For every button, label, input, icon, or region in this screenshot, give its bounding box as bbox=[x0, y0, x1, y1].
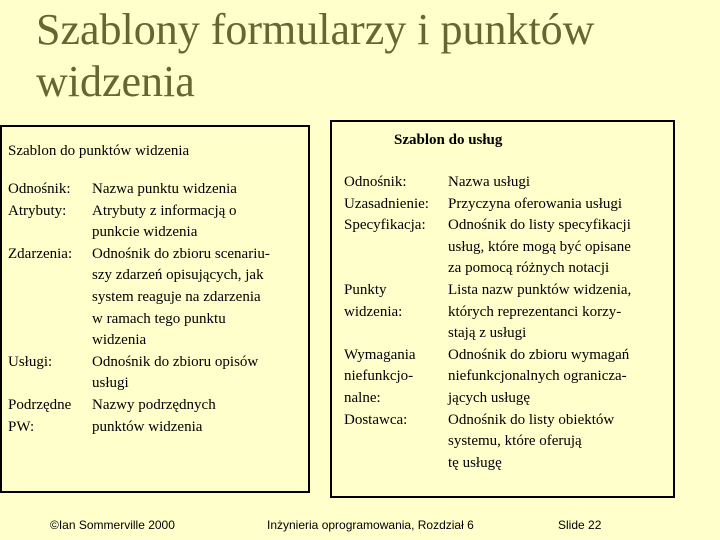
viewpoint-template-fields bbox=[8, 179, 304, 438]
viewpoint-template-box bbox=[0, 125, 310, 493]
field-row bbox=[344, 410, 669, 475]
field-label: Podrzędne PW: bbox=[8, 396, 72, 435]
service-template-box bbox=[330, 120, 675, 498]
field-row bbox=[8, 201, 304, 244]
field-label: Dostawca: bbox=[344, 411, 408, 428]
service-template-fields bbox=[344, 172, 669, 474]
slide-title: Szablony formularzy i punktów widzenia bbox=[36, 5, 595, 106]
field-row bbox=[344, 172, 669, 194]
field-value: Nazwy podrzędnych punktów widzenia bbox=[92, 396, 216, 435]
service-template-heading: Szablon do usług bbox=[394, 132, 503, 148]
footer-copyright: ©Ian Sommerville 2000 bbox=[50, 518, 175, 532]
field-value: Przyczyna oferowania usługi bbox=[448, 195, 623, 212]
field-row bbox=[344, 280, 669, 345]
footer-course: Inżynieria oprogramowania, Rozdział 6 bbox=[267, 518, 474, 532]
field-value: Odnośnik do listy specyfikacji usług, które mogą być opisane za pomocą różnych notacji bbox=[448, 217, 631, 277]
field-value: Odnośnik do zbioru wymagań niefunkcjonalnych ogranicza- jących usługę bbox=[448, 346, 630, 406]
field-row bbox=[8, 352, 304, 395]
field-label: Wymagania niefunkcjo- nalne: bbox=[344, 346, 416, 406]
field-row bbox=[344, 194, 669, 216]
field-row bbox=[8, 244, 304, 352]
field-label: Uzasadnienie: bbox=[344, 195, 429, 212]
field-label: Odnośnik: bbox=[8, 181, 71, 197]
field-value: Lista nazw punktów widzenia, których reprezentanci korzy- stają z usługi bbox=[448, 281, 632, 342]
field-row bbox=[8, 179, 304, 201]
field-label: Zdarzenia: bbox=[8, 245, 73, 262]
field-label: Usługi: bbox=[8, 353, 53, 370]
viewpoint-template-heading: Szablon do punktów widzenia bbox=[8, 143, 190, 159]
field-label: Punkty widzenia: bbox=[344, 281, 403, 320]
field-value: Odnośnik do listy obiektów systemu, które oferują tę usługę bbox=[448, 411, 615, 471]
field-value: Nazwa usługi bbox=[448, 174, 531, 190]
field-label: Specyfikacja: bbox=[344, 217, 426, 234]
field-value: Nazwa punktu widzenia bbox=[92, 181, 237, 197]
field-value: Odnośnik do zbioru opisów usługi bbox=[92, 353, 259, 392]
field-label: Odnośnik: bbox=[344, 174, 407, 190]
field-row bbox=[344, 215, 669, 280]
field-value: Odnośnik do zbioru scenariu- szy zdarzeń opisujących, jak system reaguje na zdarzenia w ramach tego punktu widzenia bbox=[92, 245, 270, 349]
field-value: Atrybuty z informacją o punkcie widzenia bbox=[92, 202, 237, 241]
field-row bbox=[344, 345, 669, 410]
field-label: Atrybuty: bbox=[8, 202, 67, 219]
field-row bbox=[8, 395, 304, 438]
footer-slide-number: Slide 22 bbox=[558, 518, 602, 532]
